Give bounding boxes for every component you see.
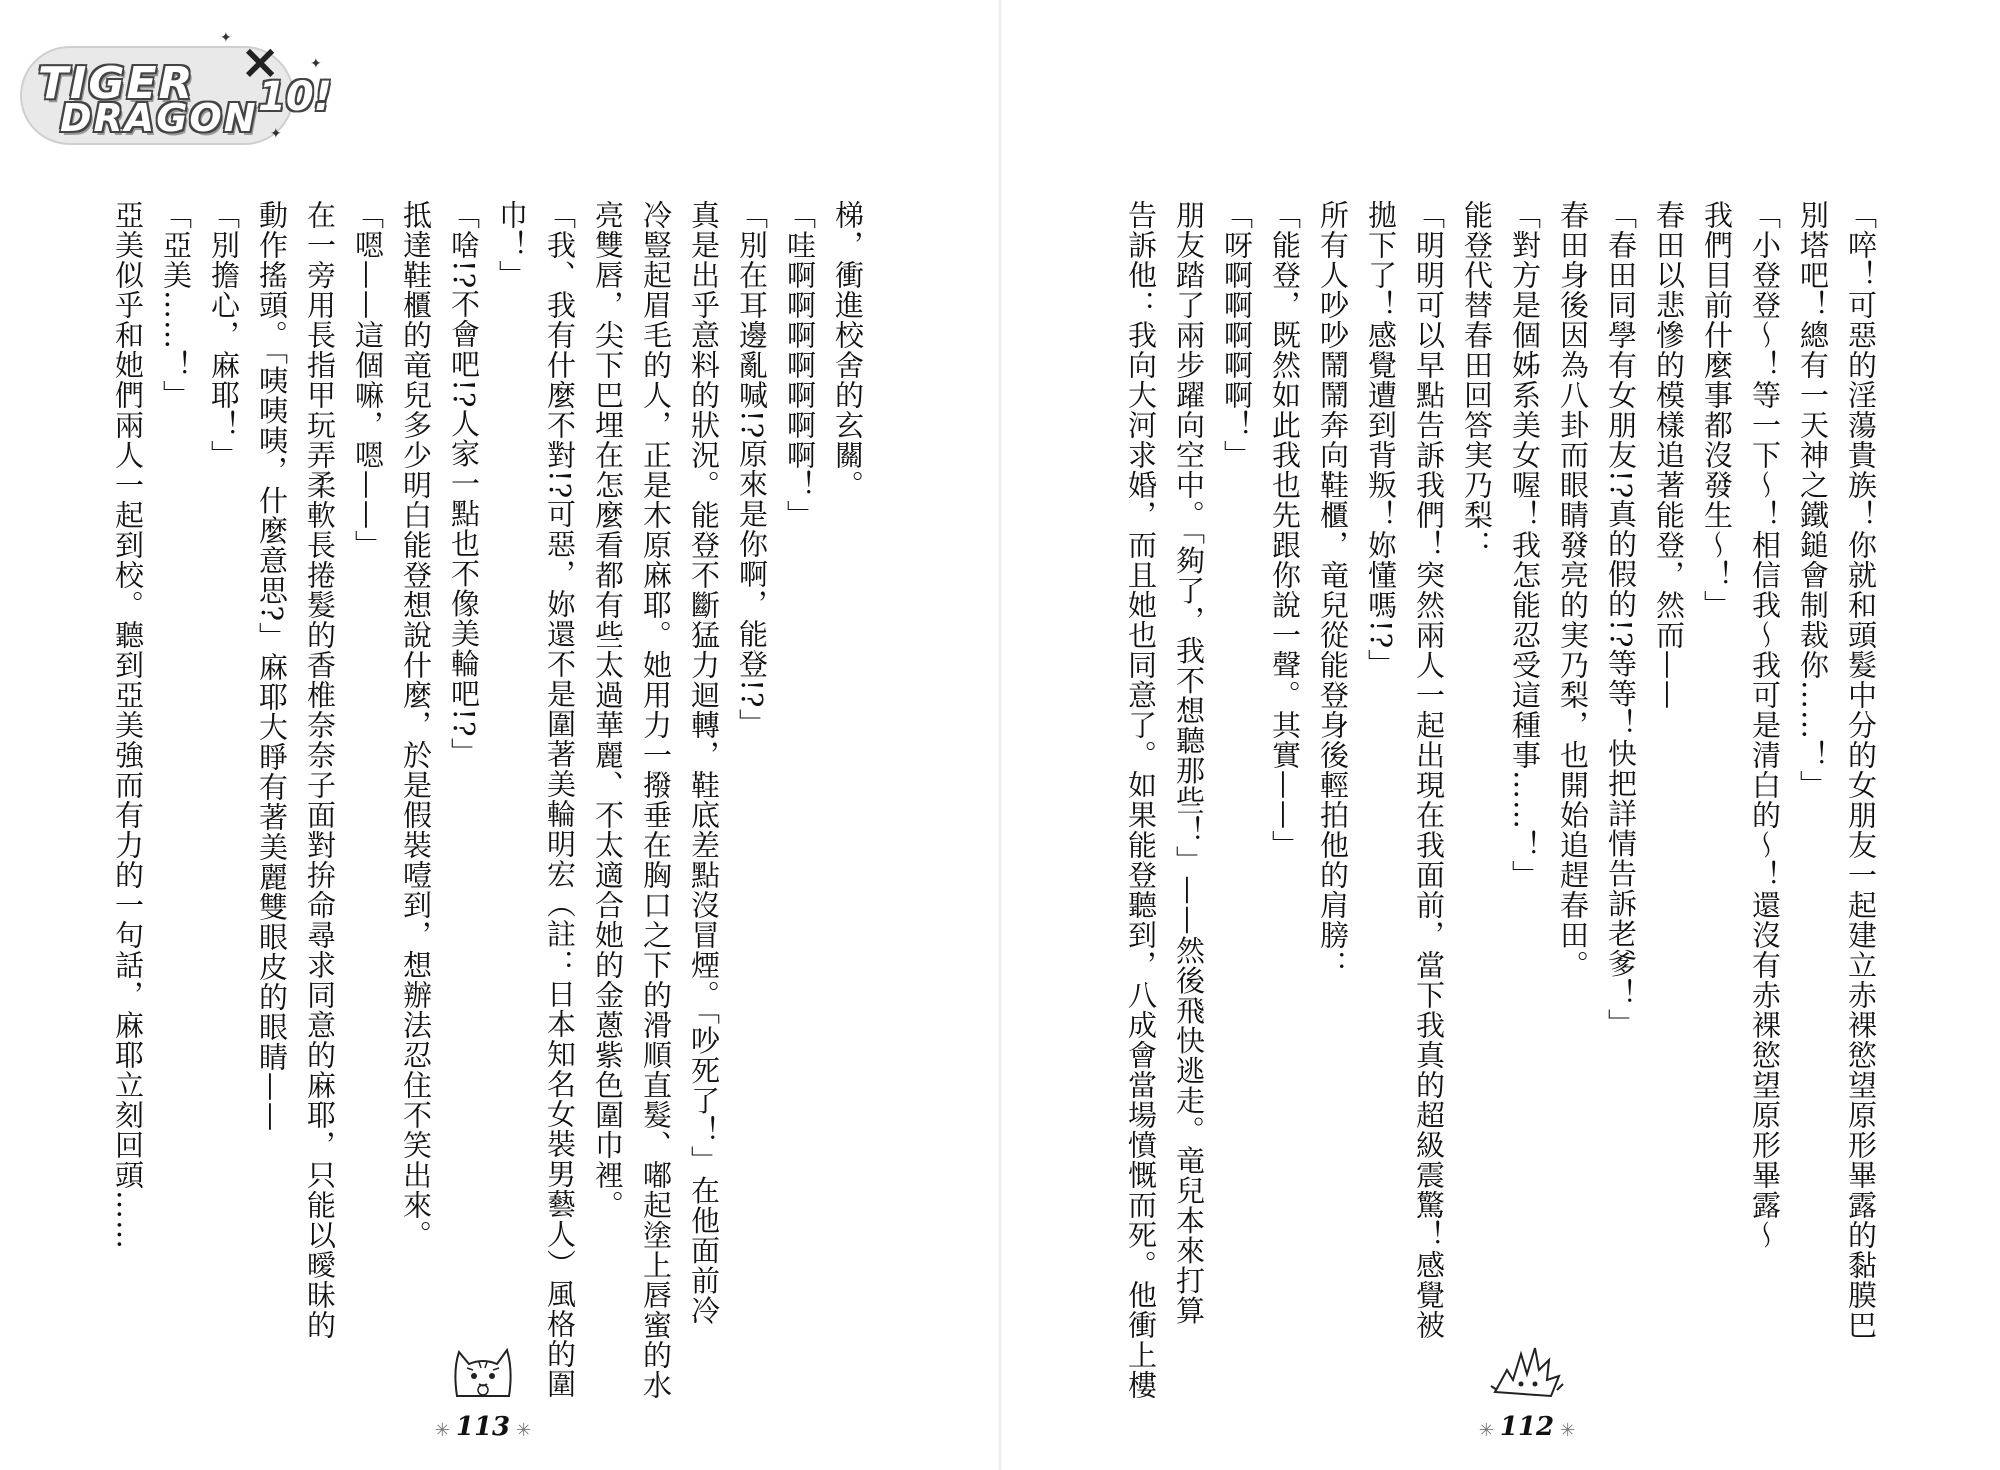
logo-line-2: DRAGON — [60, 96, 258, 140]
logo-cross: × — [240, 34, 281, 90]
text-line: 「嗯——這個嘛，嗯——」 — [351, 200, 385, 560]
text-line: 拋下了！感覺遭到背叛！妳懂嗎!?」 — [1364, 200, 1398, 680]
body-text-right — [1117, 200, 1885, 1400]
logo-number: 10! — [258, 74, 332, 120]
text-line: 「別在耳邊亂喊!?原來是你啊，能登!?」 — [735, 200, 769, 739]
text-line: 「呀啊啊啊啊啊！」 — [1220, 200, 1254, 470]
sparkle-icon: ✳ — [1560, 1420, 1576, 1441]
text-line: 梯，衝進校舍的玄關。 — [831, 200, 865, 500]
text-line: 亮雙唇，尖下巴埋在怎麼看都有些太過華麗、不太適合她的金蔥紫色圍巾裡。 — [591, 200, 625, 1220]
page-footer-left — [383, 1412, 583, 1452]
star-icon: ✦ — [310, 56, 322, 72]
text-line: 朋友踏了兩步躍向空中。「夠了，我不想聽那些！」——然後飛快逃走。竜兒本來打算 — [1172, 200, 1206, 1326]
text-line: 「亞美……！」 — [159, 200, 193, 410]
page-right — [1000, 0, 2000, 1470]
text-line: 在一旁用長指甲玩弄柔軟長捲髮的香椎奈奈子面對拚命尋求同意的麻耶，只能以曖昧的 — [303, 200, 337, 1340]
text-line: 亞美似乎和她們兩人一起到校。聽到亞美強而有力的一句話，麻耶立刻回頭…… — [111, 200, 145, 1250]
logo-line-1: TIGER — [38, 58, 195, 109]
text-line: 「對方是個姊系美女喔！我怎能忍受這種事……！」 — [1508, 200, 1542, 890]
text-line: 「小登登～！等一下～！相信我～我可是清白的～！還沒有赤裸慾望原形畢露～ — [1748, 200, 1782, 1250]
text-line: 別塔吧！總有一天神之鐵鎚會制裁你……！」 — [1796, 200, 1830, 800]
page-number: 113 — [455, 1412, 511, 1442]
text-line: 告訴他：我向大河求婚，而且她也同意了。如果能登聽到，八成會當場憤慨而死。他衝上樓 — [1124, 200, 1158, 1400]
dragon-mascot-icon — [1487, 1340, 1567, 1402]
text-line: 「春田同學有女朋友!?真的假的!?等等！快把詳情告訴老爹！」 — [1604, 200, 1638, 1039]
text-line: 「能登，既然如此我也先跟你說一聲。其實——」 — [1268, 200, 1302, 860]
text-line: 春田身後因為八卦而眼睛發亮的実乃梨，也開始追趕春田。 — [1556, 200, 1590, 980]
page-number: 112 — [1499, 1412, 1555, 1442]
text-line: 真是出乎意料的狀況。能登不斷猛力迴轉，鞋底差點沒冒煙。「吵死了！」在他面前冷 — [687, 200, 721, 1326]
text-line: 冷豎起眉毛的人，正是木原麻耶。她用力一撥垂在胸口之下的滑順直髮、嘟起塗上唇蜜的水 — [639, 200, 673, 1400]
text-line: 抵達鞋櫃的竜兒多少明白能登想說什麼，於是假裝噎到，想辦法忍住不笑出來。 — [399, 200, 433, 1250]
sparkle-icon: ✳ — [1478, 1420, 1494, 1441]
body-text-left — [104, 200, 872, 1400]
star-icon: ✦ — [220, 30, 232, 46]
text-line: 「我、我有什麼不對!?可惡，妳還不是圍著美輪明宏（註：日本知名女裝男藝人）風格的圍 — [543, 200, 577, 1400]
cat-mascot-icon — [443, 1340, 523, 1402]
page-footer-right — [1427, 1412, 1627, 1452]
text-line: 能登代替春田回答実乃梨： — [1460, 200, 1494, 560]
text-line: 動作搖頭。「咦咦咦，什麼意思?」麻耶大睜有著美麗雙眼皮的眼睛—— — [255, 200, 289, 1133]
star-icon: ✦ — [270, 126, 282, 142]
text-line: 「啐！可惡的淫蕩貴族！你就和頭髮中分的女朋友一起建立赤裸慾望原形畢露的黏膜巴 — [1844, 200, 1878, 1340]
text-line: 「啥!?不會吧!?人家一點也不像美輪吧!?」 — [447, 200, 481, 768]
text-line: 所有人吵吵鬧鬧奔向鞋櫃，竜兒從能登身後輕拍他的肩膀： — [1316, 200, 1350, 980]
series-logo — [20, 16, 330, 146]
sparkle-icon: ✳ — [434, 1420, 450, 1441]
text-line: 「哇啊啊啊啊啊啊啊！」 — [783, 200, 817, 530]
sparkle-icon: ✳ — [516, 1420, 532, 1441]
text-line: 「明明可以早點告訴我們！突然兩人一起出現在我面前，當下我真的超級震驚！感覺被 — [1412, 200, 1446, 1340]
text-line: 巾！」 — [495, 200, 529, 290]
text-line: 春田以悲慘的模樣追著能登，然而—— — [1652, 200, 1686, 710]
text-line: 「別擔心，麻耶！」 — [207, 200, 241, 470]
text-line: 我們目前什麼事都沒發生～！」 — [1700, 200, 1734, 620]
